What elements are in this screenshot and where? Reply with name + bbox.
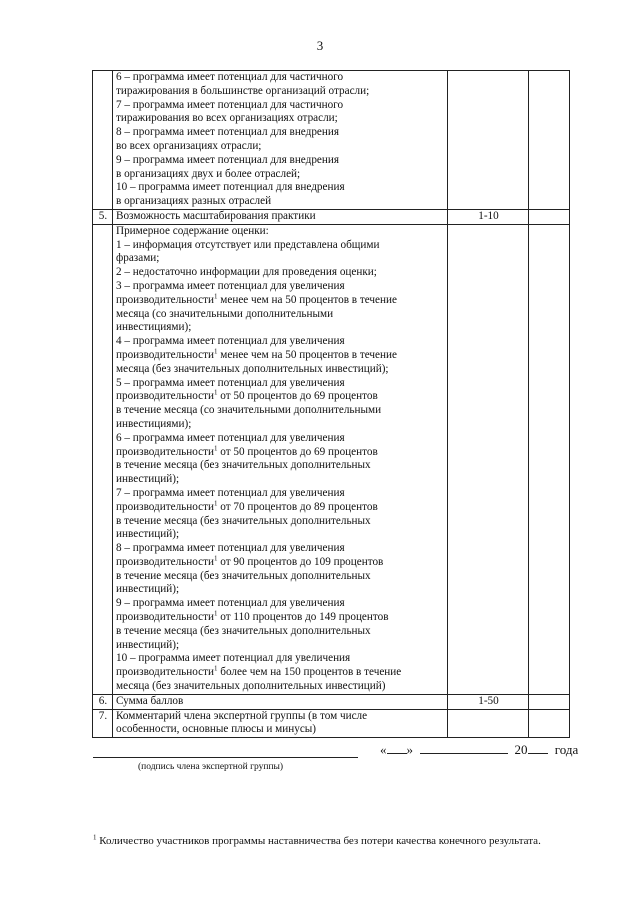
description-text: инвестициями); [116, 321, 192, 334]
description-line: во всех организациях отрасли; [116, 139, 262, 152]
continuation-description [113, 71, 448, 210]
description-line: в организациях разных отраслей [116, 195, 272, 208]
description-text: в течение месяца (без значительных дополнительных [116, 569, 371, 582]
score-value-cell [529, 71, 570, 210]
score-value-cell [529, 209, 570, 224]
footnote-reference: 1 [213, 664, 218, 673]
table-row-6 [93, 694, 570, 709]
description-line [116, 625, 445, 639]
footnote [93, 835, 541, 847]
description-line: 6 – программа имеет потенциал для частичного [116, 71, 344, 83]
description-line [116, 404, 445, 418]
score-range-cell [448, 224, 529, 694]
year-word: года [554, 742, 579, 757]
description-line [116, 515, 445, 529]
score-range: 1-50 [448, 694, 529, 709]
description-text: инвестиций); [116, 638, 180, 651]
description-text: производительности [116, 666, 214, 679]
description-text: в течение месяца (со значительными дополнительными [116, 404, 382, 417]
description-line [116, 418, 445, 432]
description-text: 6 – программа имеет потенциал для увеличения [116, 431, 345, 444]
footnote-reference: 1 [213, 609, 218, 618]
description-line: тиражирования в большинстве организаций отрасли; [116, 84, 370, 97]
description-text-rest: менее чем на 50 процентов в течение [217, 293, 397, 306]
score-range: 1-10 [448, 209, 529, 224]
description-text: в течение месяца (без значительных дополнительных [116, 514, 371, 527]
description-line [116, 570, 445, 584]
criterion-description [113, 224, 448, 694]
description-line [116, 597, 445, 611]
comment-field[interactable] [448, 709, 529, 738]
description-text-rest: более чем на 150 процентов в течение [217, 666, 402, 679]
comment-title-line: особенности, основные плюсы и минусы) [116, 723, 317, 736]
description-text: фразами; [116, 252, 160, 265]
criteria-table [92, 70, 570, 738]
description-text: производительности [116, 500, 214, 513]
description-text: месяца (без значительных дополнительных инвестиций) [116, 680, 386, 693]
description-line [116, 666, 445, 680]
description-text-rest: менее чем на 50 процентов в течение [217, 348, 397, 361]
description-line: тиражирования во всех организациях отрасли; [116, 112, 338, 125]
description-line [116, 225, 445, 239]
description-text: инвестиций); [116, 583, 180, 596]
footnote-reference: 1 [213, 554, 218, 563]
signature-caption: (подпись члена экспертной группы) [138, 762, 284, 772]
description-line [116, 349, 445, 363]
description-text: 5 – программа имеет потенциал для увеличения [116, 376, 345, 389]
page-number: 3 [316, 38, 324, 53]
description-text: 10 – программа имеет потенциал для увеличения [116, 652, 351, 665]
description-text: инвестиций); [116, 528, 180, 541]
score-value-cell [529, 694, 570, 709]
year-prefix: 20 [514, 742, 528, 757]
footnote-text: Количество участников программы наставничества без потери качества конечного результата. [96, 835, 541, 847]
description-line [116, 528, 445, 542]
description-line [116, 280, 445, 294]
row-number: 5. [93, 209, 113, 224]
description-text: 3 – программа имеет потенциал для увеличения [116, 279, 345, 292]
description-text: производительности [116, 390, 214, 403]
day-blank[interactable] [387, 742, 407, 754]
comment-field-extra[interactable] [529, 709, 570, 738]
table-row-5-description [93, 224, 570, 694]
description-line [116, 680, 445, 694]
footnote-reference: 1 [213, 498, 218, 507]
row-number: 7. [93, 709, 113, 738]
description-line [116, 266, 445, 280]
table-row-continuation [93, 71, 570, 210]
description-line [116, 239, 445, 253]
month-blank[interactable] [420, 742, 508, 754]
description-text: 9 – программа имеет потенциал для увеличения [116, 597, 345, 610]
description-text-rest: от 50 процентов до 69 процентов [217, 445, 378, 458]
footnote-reference: 1 [213, 388, 218, 397]
description-line: в организациях двух и более отраслей; [116, 167, 301, 180]
description-line [116, 473, 445, 487]
description-line [116, 294, 445, 308]
date-field [380, 742, 578, 758]
description-text: 8 – программа имеет потенциал для увеличения [116, 542, 345, 555]
comment-title [113, 709, 448, 738]
description-text-rest: от 70 процентов до 89 процентов [217, 500, 378, 513]
description-text: производительности [116, 445, 214, 458]
description-text: инвестиций); [116, 473, 180, 486]
description-line [116, 459, 445, 473]
description-line: 9 – программа имеет потенциал для внедрения [116, 153, 340, 166]
description-line [116, 542, 445, 556]
quote-open: « [380, 742, 387, 757]
description-line: 10 – программа имеет потенциал для внедрения [116, 181, 345, 194]
description-text: 4 – программа имеет потенциал для увеличения [116, 335, 345, 348]
description-text: 7 – программа имеет потенциал для увеличения [116, 486, 345, 499]
footnote-reference: 1 [213, 292, 218, 301]
score-range-cell [448, 71, 529, 210]
footnote-marker: 1 [93, 833, 97, 842]
description-line [116, 611, 445, 625]
description-text: месяца (без значительных дополнительных инвестиций); [116, 362, 389, 375]
score-value-cell [529, 224, 570, 694]
row-number-cell [93, 71, 113, 210]
description-line [116, 556, 445, 570]
description-line [116, 377, 445, 391]
table-row-5-title [93, 209, 570, 224]
description-line [116, 498, 445, 515]
description-text: инвестициями); [116, 417, 192, 430]
footnote-reference: 1 [213, 443, 218, 452]
signature-line[interactable] [93, 757, 358, 758]
row-number: 6. [93, 694, 113, 709]
description-line [116, 652, 445, 666]
description-line [116, 390, 445, 404]
description-text: производительности [116, 611, 214, 624]
description-text-rest: от 50 процентов до 69 процентов [217, 390, 378, 403]
description-text: производительности [116, 348, 214, 361]
description-text: в течение месяца (без значительных дополнительных [116, 459, 371, 472]
description-line: 8 – программа имеет потенциал для внедрения [116, 126, 340, 139]
description-line [116, 639, 445, 653]
quote-close: » [406, 742, 413, 757]
description-text: 1 – информация отсутствует или представлена общими [116, 238, 380, 251]
criterion-title: Возможность масштабирования практики [113, 209, 448, 224]
description-text: производительности [116, 293, 214, 306]
comment-title-line: Комментарий члена экспертной группы (в том числе [116, 709, 368, 722]
description-text: 2 – недостаточно информации для проведения оценки; [116, 266, 377, 279]
description-text: месяца (со значительными дополнительными [116, 307, 334, 320]
description-text: в течение месяца (без значительных дополнительных [116, 624, 371, 637]
description-line [116, 583, 445, 597]
description-line [116, 321, 445, 335]
description-line [116, 363, 445, 377]
description-line [116, 252, 445, 266]
criterion-title: Сумма баллов [113, 694, 448, 709]
description-line: 7 – программа имеет потенциал для частичного [116, 98, 344, 111]
description-text: Примерное содержание оценки: [116, 224, 269, 237]
row-number-cell [93, 224, 113, 694]
description-line [116, 443, 445, 460]
description-line [116, 335, 445, 349]
footnote-reference: 1 [213, 347, 218, 356]
description-line [116, 487, 445, 501]
description-text-rest: от 110 процентов до 149 процентов [217, 611, 389, 624]
year-blank[interactable] [528, 742, 548, 754]
description-text: производительности [116, 555, 214, 568]
table-row-7 [93, 709, 570, 738]
description-text-rest: от 90 процентов до 109 процентов [217, 555, 384, 568]
description-line [116, 432, 445, 446]
description-line [116, 308, 445, 322]
